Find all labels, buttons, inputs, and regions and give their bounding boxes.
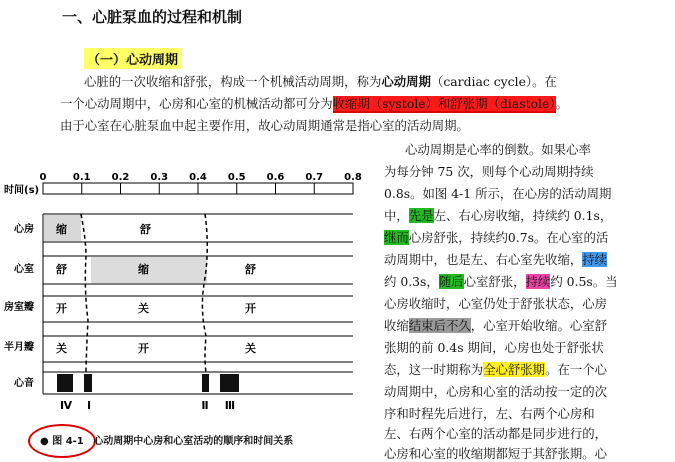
av-valve-open-2: 开 — [245, 302, 256, 315]
para2-line11: 态，这一时期称为全心舒张期。在一个心 — [384, 362, 608, 377]
para2-line5: 继而心房舒张，持续约0.7s。在心室的活 — [384, 230, 609, 245]
para2-line12: 动周期中，心房和心室的活动按一定的次 — [384, 384, 608, 399]
systole-diastole-highlight: 收缩期（systole）和舒张期（diastole） — [332, 96, 556, 111]
heart-sound-label-I: Ⅰ — [86, 399, 92, 412]
tick-label: 0 — [39, 172, 47, 183]
av-valve-closed: 关 — [138, 302, 149, 315]
para1-line3: 由于心室在心脏泵血中起主要作用，故心动周期通常是指心室的活动周期。 — [60, 118, 469, 133]
para1-line2: 一个心动周期中，心房和心室的机械活动都可分为收缩期（systole）和舒张期（diastole）。 — [60, 96, 568, 111]
transition-curve-1 — [81, 214, 88, 372]
para2-line9: 收缩结束后不久，心室开始收缩。心室舒 — [384, 318, 608, 333]
para1-line1: 心脏的一次收缩和舒张，构成一个机械活动周期，称为心动周期（cardiac cycle）。在 — [84, 74, 557, 89]
tick-label: 0.5 — [227, 172, 246, 183]
heart-sound-label-III: Ⅲ — [224, 399, 236, 412]
atrium-label-relax: 舒 — [140, 223, 151, 236]
para2-line14: 左、右两个心室的活动都是同步进行的， — [384, 426, 608, 441]
tick-label: 0.7 — [305, 172, 324, 183]
tick-label: 0.6 — [266, 172, 285, 183]
figure-caption — [40, 432, 293, 447]
bullet-icon: ● — [40, 436, 49, 447]
row-label-heart-sound: 心音 — [14, 378, 34, 389]
heart-sound-label-IV: Ⅳ — [59, 399, 73, 412]
row-label-time: 时间(s) — [4, 185, 40, 196]
para2-line3: 0.8s。如图 4-1 所示，在心房的活动周期 — [384, 186, 612, 201]
ventricular-systole-bar — [91, 257, 207, 283]
heart-sound-IV — [57, 374, 73, 392]
semilunar-closed-2: 关 — [245, 342, 256, 355]
row-label-semilunar-valve: 半月瓣 — [4, 342, 34, 353]
para2-line7: 约 0.3s，随后心室舒张，持续约 0.5s。当 — [384, 274, 618, 289]
heart-sound-II — [202, 374, 209, 392]
transition-curve-2 — [202, 214, 207, 372]
ventricle-label-relax: 舒 — [56, 263, 67, 276]
para2-line15: 心房和心室的收缩期都短于其舒张期。心 — [384, 446, 608, 461]
row-label-ventricle: 心室 — [14, 264, 34, 275]
av-valve-open: 开 — [56, 302, 67, 315]
para2-line8: 心房收缩时，心室仍处于舒张状态，心房 — [384, 296, 608, 311]
section-title: 一、心脏泵血的过程和机制 — [62, 8, 243, 26]
tick-label: 0.8 — [344, 172, 362, 183]
subsection-title: （一）心动周期 — [84, 48, 181, 69]
semilunar-closed: 关 — [56, 342, 67, 355]
heart-sound-label-II: Ⅱ — [201, 399, 209, 412]
atrium-label-contract: 缩 — [56, 223, 67, 236]
row-label-atrium: 心房 — [14, 224, 34, 235]
para2-line13: 序和时程先后进行，左、右两个心房和 — [384, 406, 595, 421]
cardiac-cycle-figure — [0, 160, 370, 430]
para2-line6: 动周期中，也是左、右心室先收缩，持续 — [384, 252, 608, 267]
tick-label: 0.2 — [111, 172, 130, 183]
tick-label: 0.3 — [150, 172, 169, 183]
para2-line2: 为每分钟 75 次，则每个心动周期持续 — [384, 164, 594, 179]
para2-line1: 心动周期是心率的倒数。如果心率 — [405, 142, 591, 157]
ventricle-label-contract: 缩 — [138, 263, 149, 276]
row-label-av-valve: 房室瓣 — [4, 302, 34, 313]
ventricle-label-relax-2: 舒 — [245, 263, 256, 276]
figure-label: 图 4-1 — [52, 436, 84, 447]
heart-sound-I — [84, 374, 92, 392]
heart-sound-III — [220, 374, 239, 392]
para2-line10: 张期的前 0.4s 期间，心房也处于舒张状 — [384, 340, 604, 355]
figure-caption-text: 心动周期中心房和心室活动的顺序和时间关系 — [93, 436, 294, 447]
tick-label: 0.4 — [189, 172, 207, 183]
para2-line4: 中，先是左、右心房收缩，持续约 0.1s， — [384, 208, 613, 223]
tick-label: 0.1 — [72, 172, 91, 183]
semilunar-open: 开 — [138, 342, 149, 355]
